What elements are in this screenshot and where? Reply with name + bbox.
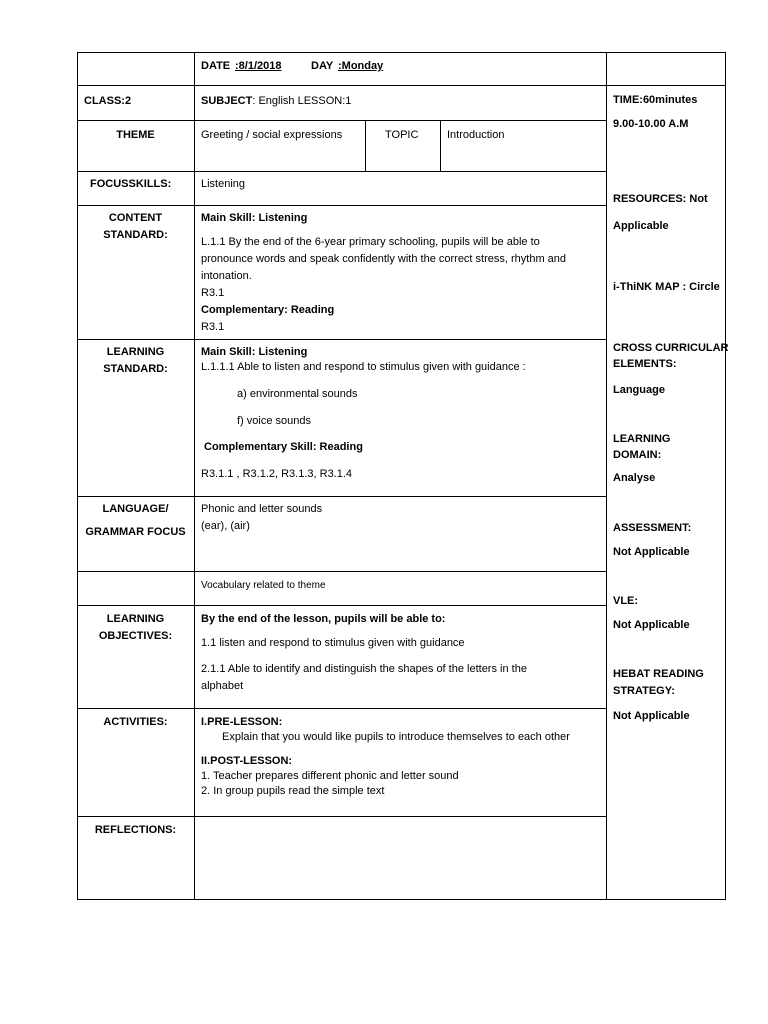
theme-value: Greeting / social expressions	[201, 129, 343, 141]
time-range: 9.00-10.00 A.M	[613, 118, 689, 130]
content-line: intonation.	[201, 270, 252, 282]
hebat-value: Not Applicable	[613, 710, 690, 722]
row-divider	[77, 605, 606, 606]
lesson-plan-table	[77, 52, 729, 900]
date-label: DATE	[201, 60, 231, 72]
think-map: i-ThiNK MAP : Circle	[613, 281, 720, 293]
learning-standard-label: STANDARD:	[103, 363, 168, 375]
language-label: LANGUAGE/	[102, 503, 169, 515]
cross-curricular-label: ELEMENTS:	[613, 358, 677, 370]
content-line: R3.1	[201, 321, 225, 333]
row-divider	[77, 816, 606, 817]
objectives-label: LEARNING	[106, 613, 165, 625]
objective-item: alphabet	[201, 680, 244, 692]
subject-value: : English LESSON:1	[252, 95, 352, 107]
reflections-label: REFLECTIONS:	[94, 824, 177, 836]
vocabulary: Vocabulary related to theme	[201, 580, 326, 591]
resources: RESOURCES: Not	[613, 193, 708, 205]
assessment-value: Not Applicable	[613, 546, 690, 558]
post-lesson-item: 1. Teacher prepares different phonic and letter sound	[201, 770, 459, 782]
focus-value: Listening	[201, 178, 246, 190]
border-top	[77, 52, 726, 53]
row-divider	[77, 339, 606, 340]
focus-label: FOCUSSKILLS:	[90, 178, 172, 190]
subject	[201, 93, 351, 110]
objective-item: 1.1 listen and respond to stimulus given with guidance	[201, 637, 465, 649]
border-left	[77, 52, 78, 900]
cross-curricular-label: CROSS CURRICULAR	[613, 342, 729, 354]
pre-lesson-title: I.PRE-LESSON:	[201, 716, 283, 728]
row-divider	[77, 85, 726, 86]
learning-standard-label: LEARNING	[106, 346, 165, 358]
learning-item: f) voice sounds	[237, 415, 311, 427]
learning-domain-label: LEARNING	[613, 433, 671, 445]
assessment-label: ASSESSMENT:	[613, 522, 692, 534]
divider-left-column	[194, 52, 195, 900]
pre-lesson-text: Explain that you would like pupils to introduce themselves to each other	[222, 731, 570, 743]
learning-domain-label: DOMAIN:	[613, 449, 662, 461]
day-label: DAY	[311, 60, 334, 72]
language-line: Phonic and letter sounds	[201, 503, 323, 515]
topic-label: TOPIC	[385, 129, 419, 141]
objective-item: 2.1.1 Able to identify and distinguish the shapes of the letters in the	[201, 663, 527, 675]
objectives-intro: By the end of the lesson, pupils will be able to:	[201, 613, 446, 625]
divider-right-column	[606, 52, 607, 900]
day-value: :Monday	[338, 60, 384, 72]
cross-curricular-value: Language	[613, 384, 665, 396]
learning-complementary: Complementary Skill: Reading	[204, 441, 363, 453]
post-lesson-title: II.POST-LESSON:	[201, 755, 293, 767]
row-divider	[77, 171, 606, 172]
vle-value: Not Applicable	[613, 619, 690, 631]
date-value: :8/1/2018	[235, 60, 282, 72]
divider-topic-left	[365, 120, 366, 171]
content-line: L.1.1 By the end of the 6-year primary schooling, pupils will be able to	[201, 236, 540, 248]
border-bottom	[77, 899, 726, 900]
border-right	[725, 52, 726, 900]
content-complementary: Complementary: Reading	[201, 304, 335, 316]
subject-label: SUBJECT	[201, 95, 253, 107]
row-divider	[77, 120, 606, 121]
vle-label: VLE:	[613, 595, 639, 607]
language-label: GRAMMAR FOCUS	[85, 526, 186, 538]
row-divider	[77, 205, 606, 206]
learning-main-skill: Main Skill: Listening	[201, 346, 308, 358]
resources: Applicable	[613, 220, 669, 232]
time: TIME:60minutes	[613, 94, 698, 106]
row-divider	[77, 708, 606, 709]
content-line: R3.1	[201, 287, 225, 299]
class-label: CLASS:2	[84, 95, 132, 107]
row-divider	[77, 571, 606, 572]
content-line: pronounce words and speak confidently with the correct stress, rhythm and	[201, 253, 567, 265]
language-line: (ear), (air)	[201, 520, 250, 532]
post-lesson-item: 2. In group pupils read the simple text	[201, 785, 385, 797]
activities-label: ACTIVITIES:	[103, 716, 168, 728]
learning-item: a) environmental sounds	[237, 388, 358, 400]
divider-topic-right	[440, 120, 441, 171]
content-main-skill: Main Skill: Listening	[201, 212, 308, 224]
learning-domain-value: Analyse	[613, 472, 656, 484]
content-standard-label: STANDARD:	[103, 229, 168, 241]
topic-value: Introduction	[447, 129, 505, 141]
learning-line: L.1.1.1 Able to listen and respond to stimulus given with guidance :	[201, 361, 526, 373]
theme-label: THEME	[116, 129, 155, 141]
row-divider	[77, 496, 606, 497]
learning-codes: R3.1.1 , R3.1.2, R3.1.3, R3.1.4	[201, 468, 353, 480]
content-standard-label: CONTENT	[108, 212, 163, 224]
hebat-label: HEBAT READING	[613, 668, 704, 680]
objectives-label: OBJECTIVES:	[98, 630, 173, 642]
hebat-label: STRATEGY:	[613, 685, 675, 697]
